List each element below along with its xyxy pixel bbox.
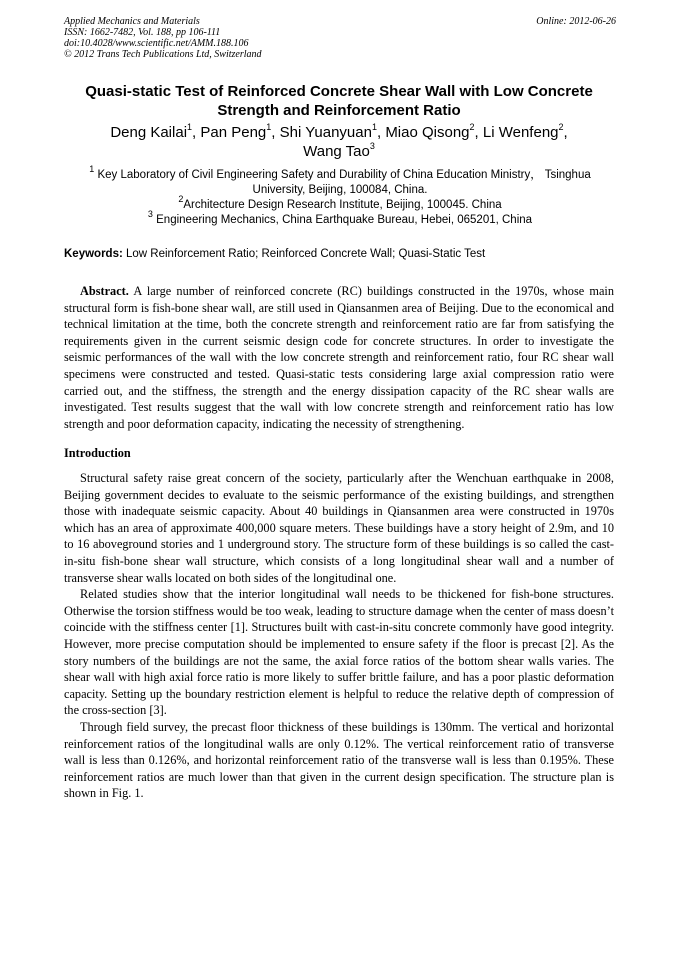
author-name: Li Wenfeng	[482, 124, 559, 141]
affiliation-number: 1	[89, 164, 95, 175]
keywords	[64, 247, 616, 262]
paper-title: Quasi-static Test of Reinforced Concrete Shear Wall with Low Concrete Strength and Reinforcement Ratio	[85, 83, 593, 119]
paragraph: Through field survey, the precast floor thickness of these buildings is 130mm. The vertical and horizontal reinforcement ratios of the longitudinal walls are only 0.12%. The vertical reinforcement ratio of transverse wall is less than 0.126%, and horizontal reinforcement ratio of the transverse wall is less than 0.195%. These reinforcement ratios are much lower than that given in the current design specification. The structure plan is shown in Fig. 1.	[64, 719, 614, 801]
author-affiliation-mark: 1	[371, 122, 377, 132]
affiliation-text: Key Laboratory of Civil Engineering Safety and Durability of China Education Ministry， Tsinghua University, Beijing, 100084, China.	[97, 169, 591, 196]
affiliation-item	[62, 209, 618, 228]
abstract-label: Abstract.	[80, 284, 129, 298]
online-date: Online: 2012-06-26	[536, 16, 616, 27]
section-heading-introduction: Introduction	[64, 446, 131, 460]
copyright-line: © 2012 Trans Tech Publications Ltd, Switzerland	[64, 49, 262, 60]
affiliation-item	[62, 194, 618, 213]
introduction-body	[64, 470, 614, 802]
affiliation-text: Engineering Mechanics, China Earthquake Bureau, Hebei, 065201, China	[156, 214, 533, 226]
paragraph: Related studies show that the interior longitudinal wall needs to be thickened for fish-bone structures. Otherwise the torsion stiffness would be too weak, leading to structure damage when the center of mass doesn’t coincide with the stiffness center [1]. Structures built with cast-in-situ concrete commonly have good integrity. However, more precise computation should be implemented to ensure safety if the floor is precast [2]. As the story numbers of the buildings are not the same, the axial force ratios of the bottom shear walls varies. The shear wall with high axial force ratio is more likely to suffer brittle failure, and has a poor plastic deformation capacity. Setting up the boundary restriction element is helpful to reduce the relative depth of compression of the cross-section [3].	[64, 587, 614, 718]
affiliation-text: Architecture Design Research Institute, Beijing, 100045. China	[183, 199, 502, 211]
keywords-text: Low Reinforcement Ratio; Reinforced Concrete Wall; Quasi-Static Test	[126, 248, 486, 260]
author-name: Shi Yuanyuan	[279, 124, 372, 141]
affiliation-number: 2	[178, 194, 184, 205]
author-affiliation-mark: 2	[469, 122, 475, 132]
author-affiliation-mark: 2	[558, 122, 564, 132]
author-affiliation-mark: 1	[266, 122, 272, 132]
author-name: Wang Tao	[303, 143, 370, 160]
author-name: Pan Peng	[200, 124, 267, 141]
author-affiliation-mark: 1	[187, 122, 193, 132]
author-list: Deng Kailai$^1$, Pan Peng$^1$, Shi Yuanyuan$^1$, Miao Qisong$^2$, Li Wenfeng$^2$, Wang Tao$^3$	[110, 122, 568, 160]
journal-name: Applied Mechanics and Materials	[64, 16, 200, 27]
paragraph: Structural safety raise great concern of the society, particularly after the Wenchuan earthquake in 2008, Beijing government decides to evaluate to the seismic performance of the existing buildings, and strengthen those with inadequate seismic capacity. About 40 buildings in Qiansanmen area were constructed in 1970s which has an area of approximate 400,000 square meters. These buildings have a story height of 2.9m, and 10 to 16 aboveground stories and 1 underground story. The structure form of these buildings is so called the cast-in-situ fish-bone shear wall structure, which consists of a long longitudinal shear wall and a number of transverse shear walls located on both sides of the longitudinal one.	[64, 471, 614, 585]
author-name: Miao Qisong	[385, 124, 470, 141]
author-name: Deng Kailai	[110, 124, 188, 141]
abstract-text: A large number of reinforced concrete (RC) buildings constructed in the 1970s, whose main structural form is fish-bone shear wall, are still used in Qiansanmen area of Beijing. Due to the economical and technical limitation at the time, both the concrete strength and reinforcement ratio are far from satisfying the requirements given in the current seismic design code for concrete structures. In order to investigate the seismic performances of the wall with the low concrete strength and reinforcement ratio, four RC shear wall specimens were constructed and tested. Quasi-static tests considering large axial compression ratio were carried out, and the stiffness, the strength and the energy dissipation capacity of the RC shear walls are investigated. Test results suggest that the wall with low concrete strength and reinforcement ratio has low strength and poor deformation capacity, indicating the necessity of strengthening.	[64, 284, 614, 431]
abstract	[64, 283, 614, 432]
affiliation-list	[62, 164, 618, 228]
journal-header	[64, 16, 616, 60]
affiliation-item	[62, 164, 618, 198]
issn-line: ISSN: 1662-7482, Vol. 188, pp 106-111	[64, 27, 221, 38]
doi-line: doi:10.4028/www.scientific.net/AMM.188.106	[64, 38, 249, 49]
keywords-label: Keywords:	[64, 248, 123, 260]
author-affiliation-mark: 3	[369, 141, 375, 151]
affiliation-number: 3	[147, 209, 153, 220]
